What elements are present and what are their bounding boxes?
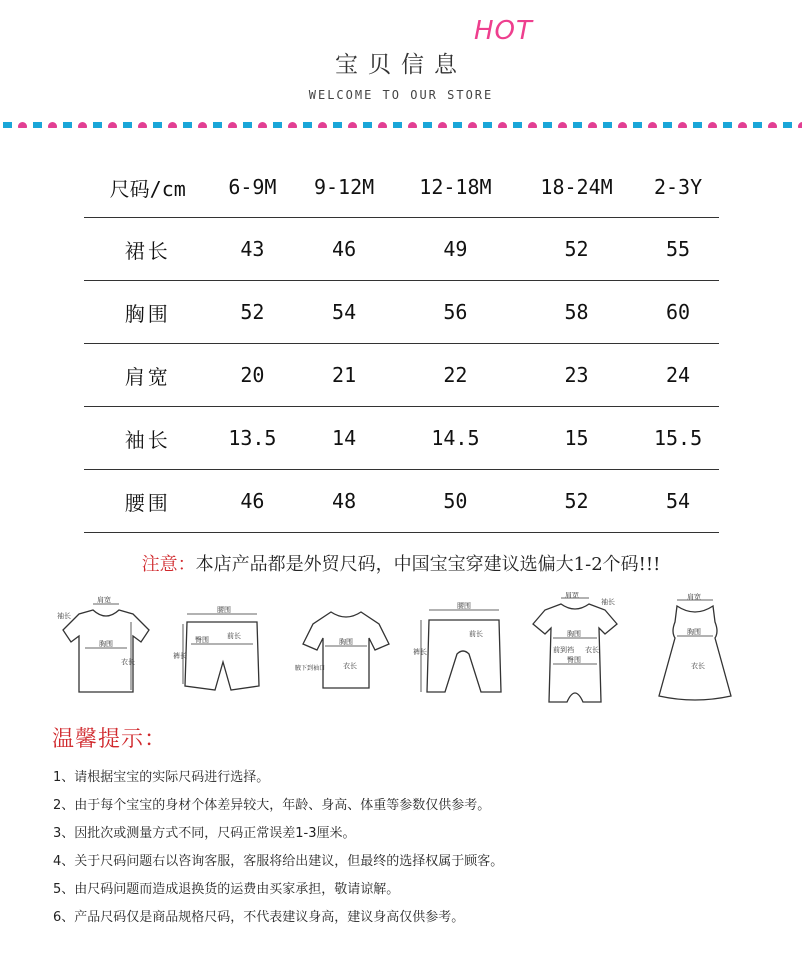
row-label: 胸围 xyxy=(84,281,211,344)
pants-front-label: 前长 xyxy=(469,630,483,638)
divider-dot xyxy=(528,122,537,128)
tshirt-diagram xyxy=(55,592,155,704)
divider-dot xyxy=(18,122,27,128)
list-item: 4、关于尺码问题右以咨询客服，客服将给出建议，但最终的选择权属于顾客。 xyxy=(53,854,504,869)
tips-list xyxy=(53,767,503,935)
shorts-front-label: 前长 xyxy=(227,632,241,640)
row-label: 袖长 xyxy=(84,407,211,470)
tshirt-sleeve-label: 袖长 xyxy=(57,612,71,620)
divider-dot xyxy=(183,122,192,128)
list-item: 3、因批次或测量方式不同，尺码正常误差1-3厘米。 xyxy=(53,826,356,841)
tips-title: 温馨提示： xyxy=(52,727,168,752)
divider-dot xyxy=(213,122,222,128)
raglan-chest-label: 胸围 xyxy=(339,638,353,646)
size-notice xyxy=(0,550,802,576)
list-item: 5、由尺码问题而造成退换货的运费由买家承担，敬请谅解。 xyxy=(53,882,400,897)
table-cell: 55 xyxy=(637,218,719,281)
divider-dot xyxy=(768,122,777,128)
divider-dot xyxy=(588,122,597,128)
divider-dot xyxy=(333,122,342,128)
table-cell: 14.5 xyxy=(395,407,516,470)
divider-dot xyxy=(648,122,657,128)
divider-dot xyxy=(378,122,387,128)
list-item: 6、产品尺码仅是商品规格尺码，不代表建议身高，建议身高仅供参考。 xyxy=(53,910,465,925)
table-cell: 23 xyxy=(516,344,637,407)
shorts-waist-label: 腰围 xyxy=(217,606,231,614)
divider-dot xyxy=(363,122,372,128)
divider-dot xyxy=(498,122,507,128)
table-cell: 46 xyxy=(211,470,293,533)
divider-dot xyxy=(153,122,162,128)
divider-dot xyxy=(228,122,237,128)
divider-dot xyxy=(513,122,522,128)
divider-dot xyxy=(438,122,447,128)
shorts-length-label: 裤长 xyxy=(173,652,187,660)
store-subtitle: WELCOME TO OUR STORE xyxy=(308,88,494,102)
dress-shoulder-label: 肩宽 xyxy=(687,593,701,601)
column-header: 12-18M xyxy=(419,175,492,199)
divider-dot xyxy=(393,122,402,128)
list-item: 2、由于每个宝宝的身材个体差异较大，年龄、身高、体重等参数仅供参考。 xyxy=(53,798,491,813)
page-title: 宝贝信息 xyxy=(335,52,467,78)
shorts-hip-label: 臀围 xyxy=(195,636,209,644)
list-item: 1、请根据宝宝的实际尺码进行选择。 xyxy=(53,770,270,785)
dress-diagram xyxy=(645,592,745,704)
divider-dot xyxy=(138,122,147,128)
measurement-diagrams xyxy=(55,592,755,704)
divider-dot xyxy=(123,122,132,128)
hot-badge: HOT xyxy=(474,16,533,46)
table-cell: 43 xyxy=(211,218,293,281)
row-label: 肩宽 xyxy=(84,344,211,407)
column-header: 9-12M xyxy=(313,175,375,199)
divider-dot xyxy=(558,122,567,128)
divider-dot xyxy=(168,122,177,128)
size-chart-table xyxy=(84,157,719,533)
divider-dot xyxy=(48,122,57,128)
divider-dot xyxy=(693,122,702,128)
romper-diagram xyxy=(525,592,625,704)
table-cell: 52 xyxy=(516,218,637,281)
divider-dot xyxy=(468,122,477,128)
table-row xyxy=(84,344,719,407)
notice-text: 本店产品都是外贸尺码，中国宝宝穿建议选偏大1-2个码!!! xyxy=(195,554,661,575)
table-row xyxy=(84,281,719,344)
table-cell: 56 xyxy=(395,281,516,344)
divider-dot xyxy=(543,122,552,128)
table-cell: 20 xyxy=(211,344,293,407)
table-cell: 50 xyxy=(395,470,516,533)
pants-length-label: 裤长 xyxy=(413,648,427,656)
divider-dot xyxy=(753,122,762,128)
divider-dot xyxy=(423,122,432,128)
divider-dot xyxy=(633,122,642,128)
table-cell: 22 xyxy=(395,344,516,407)
divider-dot xyxy=(318,122,327,128)
divider-dot xyxy=(348,122,357,128)
divider-dot xyxy=(288,122,297,128)
divider-dot xyxy=(78,122,87,128)
table-row xyxy=(84,470,719,533)
table-cell: 52 xyxy=(211,281,293,344)
dress-chest-label: 胸围 xyxy=(687,628,701,636)
notice-prefix: 注意： xyxy=(141,554,196,575)
column-header: 2-3Y xyxy=(653,175,703,199)
divider-dot xyxy=(258,122,267,128)
divider-dot xyxy=(483,122,492,128)
table-cell: 14 xyxy=(293,407,395,470)
romper-length-label: 衣长 xyxy=(585,646,599,654)
size-unit-header: 尺码/cm xyxy=(109,176,186,201)
shorts-diagram xyxy=(173,592,273,704)
pants-diagram xyxy=(413,592,513,704)
raglan-armpit-label: 腋下到袖口 xyxy=(295,665,326,672)
divider-dot xyxy=(93,122,102,128)
table-cell: 54 xyxy=(293,281,395,344)
table-cell: 13.5 xyxy=(211,407,293,470)
divider-dot xyxy=(708,122,717,128)
table-cell: 46 xyxy=(293,218,395,281)
tshirt-chest-label: 胸围 xyxy=(99,640,113,648)
divider-dot xyxy=(573,122,582,128)
table-cell: 49 xyxy=(395,218,516,281)
table-cell: 15.5 xyxy=(637,407,719,470)
table-row xyxy=(84,407,719,470)
table-cell: 60 xyxy=(637,281,719,344)
tshirt-length-label: 衣长 xyxy=(121,658,135,666)
divider-dot xyxy=(273,122,282,128)
table-header-row xyxy=(84,157,719,218)
dress-length-label: 衣长 xyxy=(691,662,705,670)
pants-waist-label: 腰围 xyxy=(457,602,471,610)
romper-shoulder-label: 肩宽 xyxy=(565,592,579,599)
table-cell: 48 xyxy=(293,470,395,533)
table-cell: 24 xyxy=(637,344,719,407)
row-label: 腰围 xyxy=(84,470,211,533)
divider-dot xyxy=(3,122,12,128)
divider-dot xyxy=(243,122,252,128)
divider-dot xyxy=(108,122,117,128)
table-cell: 58 xyxy=(516,281,637,344)
romper-sleeve-label: 袖长 xyxy=(601,598,615,606)
table-cell: 52 xyxy=(516,470,637,533)
table-cell: 21 xyxy=(293,344,395,407)
divider-dot xyxy=(303,122,312,128)
romper-hip-label: 臀围 xyxy=(567,656,581,664)
divider-dot xyxy=(738,122,747,128)
divider-dot xyxy=(453,122,462,128)
table-cell: 15 xyxy=(516,407,637,470)
divider-dot xyxy=(783,122,792,128)
table-row xyxy=(84,218,719,281)
divider-dot xyxy=(33,122,42,128)
divider-dot xyxy=(723,122,732,128)
decorative-dot-divider xyxy=(0,116,802,128)
divider-dot xyxy=(798,122,802,128)
tshirt-shoulder-label: 肩宽 xyxy=(97,596,111,604)
row-label: 裙长 xyxy=(84,218,211,281)
divider-dot xyxy=(678,122,687,128)
raglan-length-label: 衣长 xyxy=(343,662,357,670)
romper-chest-label: 胸围 xyxy=(567,630,581,638)
divider-dot xyxy=(618,122,627,128)
romper-crotch-label: 前到裆 xyxy=(553,646,574,654)
column-header: 18-24M xyxy=(540,175,613,199)
divider-dot xyxy=(63,122,72,128)
divider-dot xyxy=(408,122,417,128)
column-header: 6-9M xyxy=(228,175,277,199)
divider-dot xyxy=(198,122,207,128)
raglan-tshirt-diagram xyxy=(295,592,395,704)
table-cell: 54 xyxy=(637,470,719,533)
divider-dot xyxy=(663,122,672,128)
divider-dot xyxy=(603,122,612,128)
